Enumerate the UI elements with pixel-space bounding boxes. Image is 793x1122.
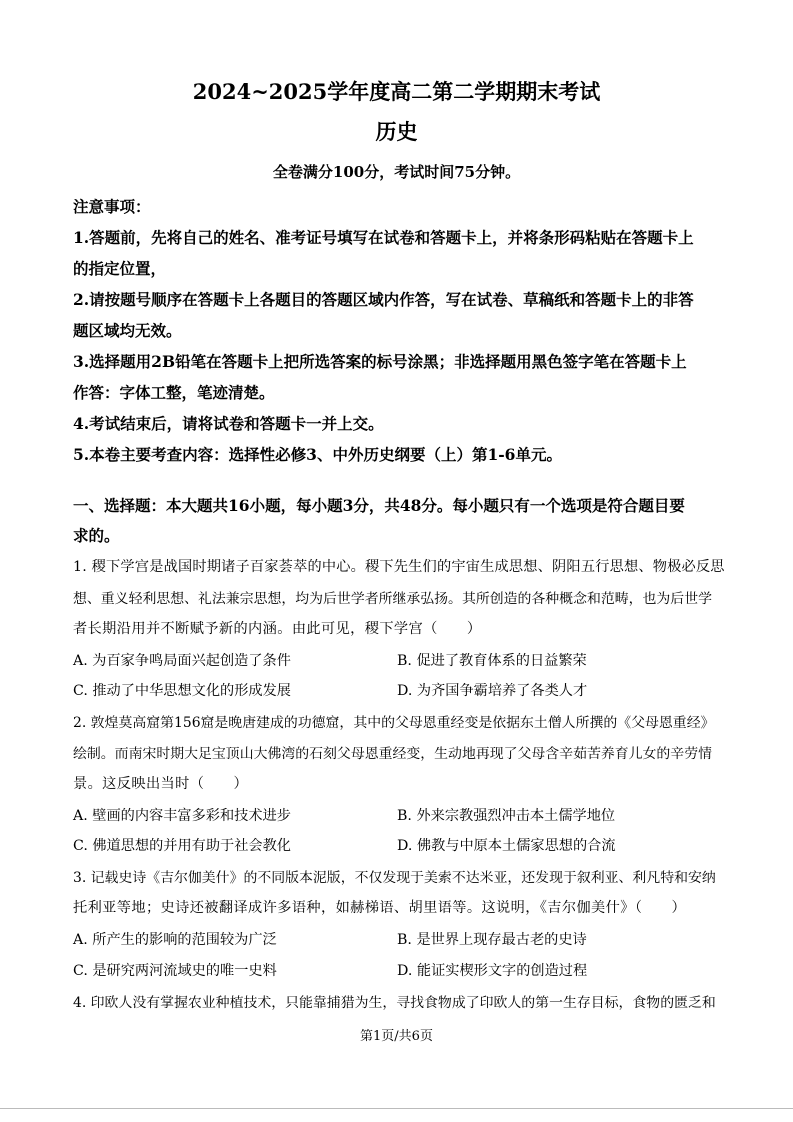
question-1-text: 者长期沿用并不断赋予新的内涵。由此可见，稷下学宫（ ）	[73, 621, 482, 637]
question-3-text: 3. 记载史诗《吉尔伽美什》的不同版本泥版，不仅发现于美索不达米亚，还发现于叙利亚、利凡特和安纳	[73, 870, 716, 886]
notice-line: 题区域均无效。	[73, 321, 182, 340]
question-3-option-a: A. 所产生的影响的范围较为广泛	[73, 932, 277, 948]
question-2-text: 绘制。而南宋时期大足宝顶山大佛湾的石刻父母恩重经变，生动地再现了父母含辛茹苦养育儿女的辛劳情	[73, 746, 712, 762]
bottom-divider	[0, 1108, 793, 1109]
exam-title: 2024~2025学年度高二第二学期期末考试	[192, 79, 601, 104]
notice-line: 的指定位置，	[73, 259, 167, 278]
notice-line: 4.考试结束后，请将试卷和答题卡一并上交。	[73, 414, 384, 433]
question-2-option-a: A. 壁画的内容丰富多彩和技术进步	[73, 808, 291, 824]
question-1-option-d: D. 为齐国争霸培养了各类人才	[397, 683, 588, 699]
question-1-option-b: B. 促进了教育体系的日益繁荣	[397, 653, 587, 669]
score-line: 全卷满分100分，考试时间75分钟。	[272, 163, 521, 181]
section-heading-cont: 求的。	[73, 526, 120, 545]
question-3-option-c: C. 是研究两河流域史的唯一史料	[73, 963, 277, 979]
question-4-text: 4. 印欧人没有掌握农业种植技术，只能靠捕猎为生，寻找食物成了印欧人的第一生存目标，食物的匮乏和	[73, 995, 716, 1011]
notice-heading: 注意事项：	[73, 197, 151, 216]
question-3-option-b: B. 是世界上现存最古老的史诗	[397, 932, 587, 948]
section-heading: 一、选择题：本大题共16小题，每小题3分，共48分。每小题只有一个选项是符合题目要	[73, 496, 685, 515]
question-1-text: 想、重义轻利思想、礼法兼宗思想，均为后世学者所继承弘扬。其所创造的各种概念和范畴，也为后世学	[73, 591, 712, 607]
question-2-option-c: C. 佛道思想的并用有助于社会教化	[73, 838, 291, 854]
notice-line: 作答：字体工整，笔迹清楚。	[73, 383, 275, 402]
notice-line: 2.请按题号顺序在答题卡上各题目的答题区域内作答，写在试卷、草稿纸和答题卡上的非答	[73, 290, 694, 309]
question-2-option-b: B. 外来宗教强烈冲击本土儒学地位	[397, 808, 616, 824]
page-number: 第1页/共6页	[360, 1029, 433, 1044]
question-1-option-c: C. 推动了中华思想文化的形成发展	[73, 683, 291, 699]
question-2-text: 2. 敦煌莫高窟第156窟是晚唐建成的功德窟，其中的父母恩重经变是依据东土僧人所撰的《父母恩重经》	[73, 715, 715, 731]
notice-line: 1.答题前，先将自己的姓名、准考证号填写在试卷和答题卡上，并将条形码粘贴在答题卡上	[73, 228, 694, 247]
question-3-option-d: D. 能证实楔形文字的创造过程	[397, 963, 588, 979]
question-1-option-a: A. 为百家争鸣局面兴起创造了条件	[73, 653, 291, 669]
subject-title: 历史	[375, 119, 418, 144]
question-2-option-d: D. 佛教与中原本土儒家思想的合流	[397, 838, 616, 854]
question-3-text: 托利亚等地；史诗还被翻译成许多语种，如赫梯语、胡里语等。这说明，《吉尔伽美什》（ ）	[73, 900, 687, 916]
notice-line: 3.选择题用2B铅笔在答题卡上把所选答案的标号涂黑；非选择题用黑色签字笔在答题卡上	[73, 352, 687, 371]
question-1-text: 1. 稷下学宫是战国时期诸子百家荟萃的中心。稷下先生们的宇宙生成思想、阴阳五行思想、物极必反思	[73, 559, 725, 575]
question-2-text: 景。这反映出当时（ ）	[73, 776, 249, 792]
notice-line: 5.本卷主要考查内容：选择性必修3、中外历史纲要（上）第1-6单元。	[73, 445, 562, 464]
